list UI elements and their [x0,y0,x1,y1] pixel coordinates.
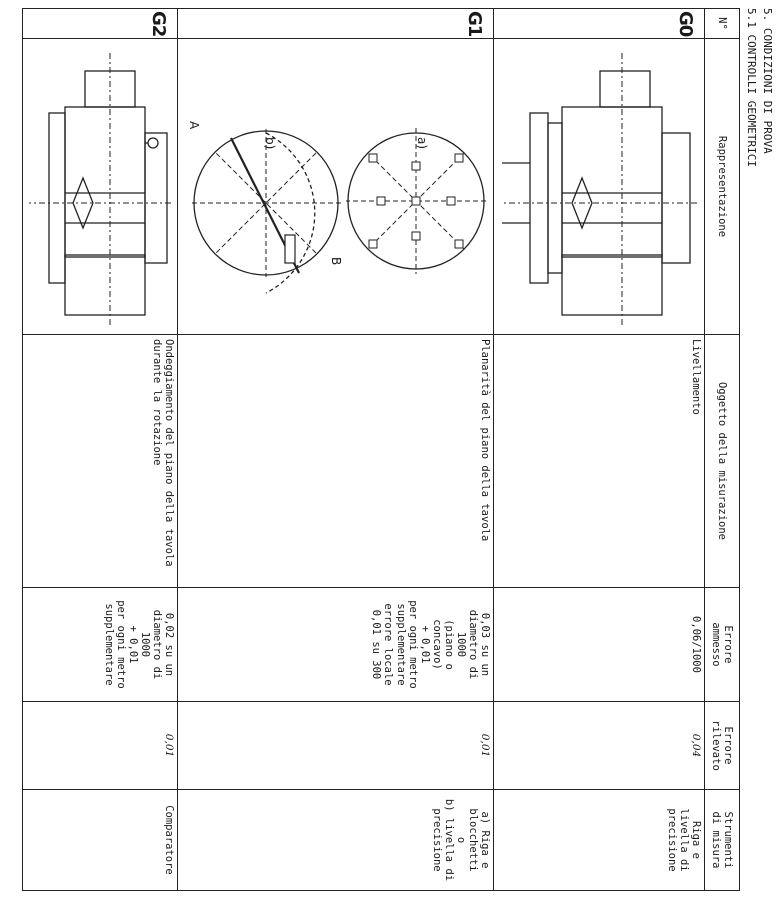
machine-drawing-g2 [23,39,178,335]
figure-label-capital-b: B [329,257,343,266]
figure-label-b: b) [263,137,277,150]
machine-with-dial-gauge-diagram [25,43,175,337]
machine-side-view-diagram [496,43,702,337]
flatness-drawing-g1 [178,39,494,335]
header-no: N° [705,9,740,39]
machine-drawing-g0 [494,39,705,335]
table-row-g1 [178,9,494,891]
strumenti-cell: Comparatore [23,790,178,891]
table-flatness-diagram [180,43,491,337]
errore-rilevato-cell: 0,01 [23,702,178,790]
header-strumenti: Strumenti di misura [705,790,740,891]
oggetto-cell: Livellamento [494,335,705,588]
oggetto-cell: Planarità del piano della tavola [178,335,494,588]
row-id-cell [178,9,494,39]
row-id: G0 [675,11,696,37]
header-rappresentazione: Rappresentazione [705,39,740,335]
strumenti-cell: Riga e livella di precisione [494,790,705,891]
table-row-g0 [494,9,705,891]
table-row-g2 [23,9,178,891]
rotated-content [2,0,778,899]
oggetto-cell: Ondeggiamento del piano della tavola durante la rotazione [23,335,178,588]
errore-rilevato-cell: 0,04 [494,702,705,790]
header-oggetto: Oggetto della misurazione [705,335,740,588]
geometric-controls-table [22,8,740,891]
figure-label-a: a) [415,137,429,150]
table-header-row [705,9,740,891]
figure-label-capital-a: A [187,121,201,130]
errore-ammesso-cell: 0,02 su un diametro di 1000 + 0,01 per ogni metro supplementare [23,588,178,702]
strumenti-cell: a) Riga e blocchetti o b) livella di precisione [178,790,494,891]
errore-ammesso-cell: 0,06/1000 [494,588,705,702]
row-id: G2 [148,11,169,37]
row-id-cell [23,9,178,39]
row-id-cell [494,9,705,39]
header-errore-rilevato: Errore rilevato [705,702,740,790]
subsection-title: 5.1 CONTROLLI GEOMETRICI [745,8,758,167]
errore-rilevato-cell: 0,01 [178,702,494,790]
errore-ammesso-cell: 0,03 su un diametro di 1000 (piano o concavo) + 0,01 per ogni metro supplementare errore locale 0,01 su 300 [178,588,494,702]
section-title: 5. CONDIZIONI DI PROVA [761,8,774,154]
row-id: G1 [464,11,485,37]
header-errore-ammesso: Errore ammesso [705,588,740,702]
